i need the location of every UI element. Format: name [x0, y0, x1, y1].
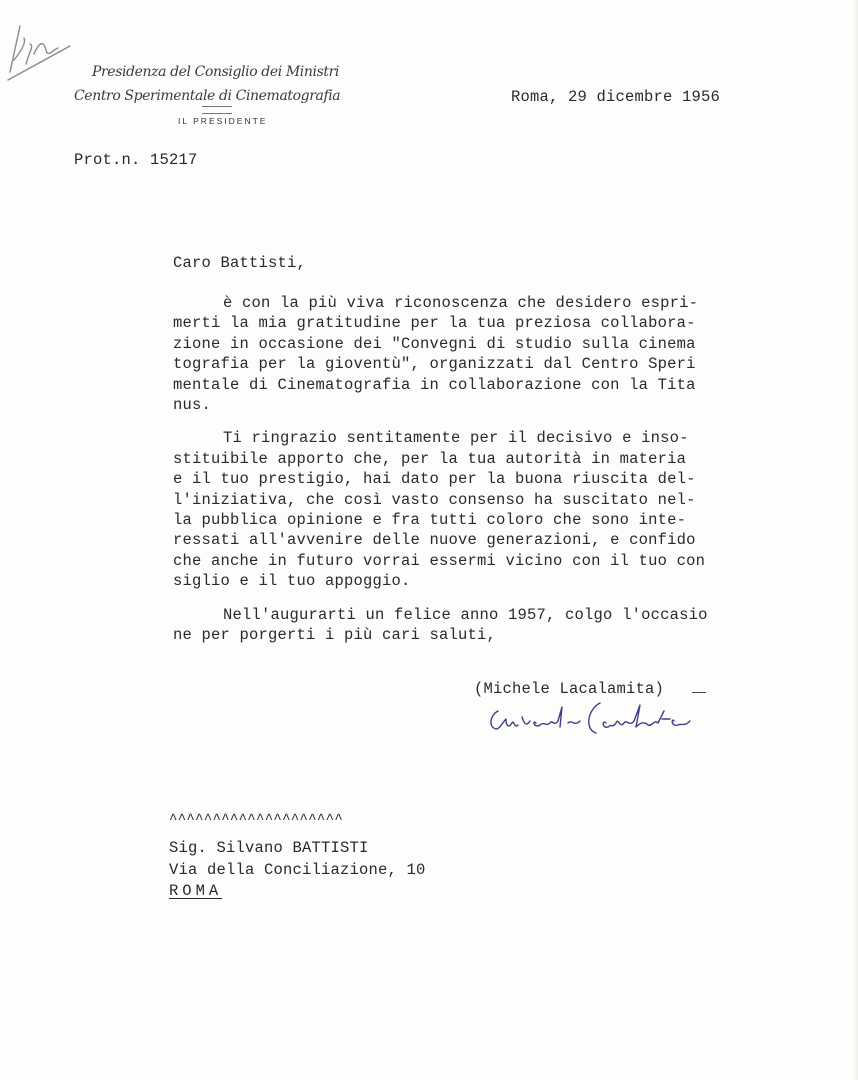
recipient-street: Via della Conciliazione, 10 — [169, 860, 426, 879]
recipient-name: Sig. Silvano BATTISTI — [169, 839, 369, 857]
body-line: tografia per la gioventù", organizzati dal Centro Speri — [173, 355, 696, 374]
body-line: stituibile apporto che, per la tua autorità in materia — [173, 449, 687, 468]
body-line: Ti ringrazio sentitamente per il decisivo e inso- — [223, 429, 689, 448]
body-line: la pubblica opinione e fra tutti coloro che sono inte- — [173, 511, 687, 530]
body-paragraph-2 — [173, 428, 773, 591]
letter-date: Roma, 29 dicembre 1956 — [511, 88, 721, 106]
body-line: Nell'augurarti un felice anno 1957, colgo l'occasio — [223, 605, 708, 624]
letter-body — [173, 293, 773, 659]
body-line: siglio e il tuo appoggio. — [173, 572, 411, 591]
body-line: è con la più viva riconoscenza che desidero espri- — [223, 294, 699, 312]
handwritten-signature — [484, 693, 714, 743]
body-line: merti la mia gratitudine per la tua preziosa collabora- — [173, 314, 696, 333]
letterhead-line-1: Presidenza del Consiglio dei Ministri — [92, 64, 339, 80]
body-line: e il tuo prestigio, hai dato per la buona riuscita del- — [173, 470, 696, 489]
letterhead-title: IL PRESIDENTE — [178, 116, 268, 126]
recipient-city: ROMA — [169, 882, 223, 900]
body-line: l'iniziativa, che così vasto consenso ha suscitato nel- — [173, 490, 696, 509]
pencil-annotation-mark — [0, 20, 80, 90]
signer-name: (Michele Lacalamita) — [474, 680, 665, 698]
body-line: ne per porgerti i più cari saluti, — [173, 626, 497, 645]
body-line: mentale di Cinematografia in collaborazione con la Tita — [173, 375, 696, 394]
body-line: zione in occasione dei "Convegni di studio sulla cinema — [173, 334, 696, 353]
body-line: ressati all'avvenire delle nuove generazioni, e confido — [173, 531, 696, 550]
separator-line: ^^^^^^^^^^^^^^^^^^^^ — [169, 812, 344, 828]
body-line: nus. — [173, 396, 212, 415]
body-paragraph-1 — [173, 293, 773, 415]
letterhead-line-2: Centro Sperimentale di Cinematografia — [74, 88, 341, 104]
body-paragraph-3 — [173, 605, 773, 646]
paper-edge-shadow — [852, 0, 858, 1080]
protocol-number: Prot.n. 15217 — [74, 151, 198, 169]
salutation: Caro Battisti, — [173, 254, 307, 272]
recipient-address — [169, 838, 426, 903]
letterhead — [74, 60, 341, 128]
body-line: che anche in futuro vorrai essermi vicino con il tuo con — [173, 551, 706, 570]
